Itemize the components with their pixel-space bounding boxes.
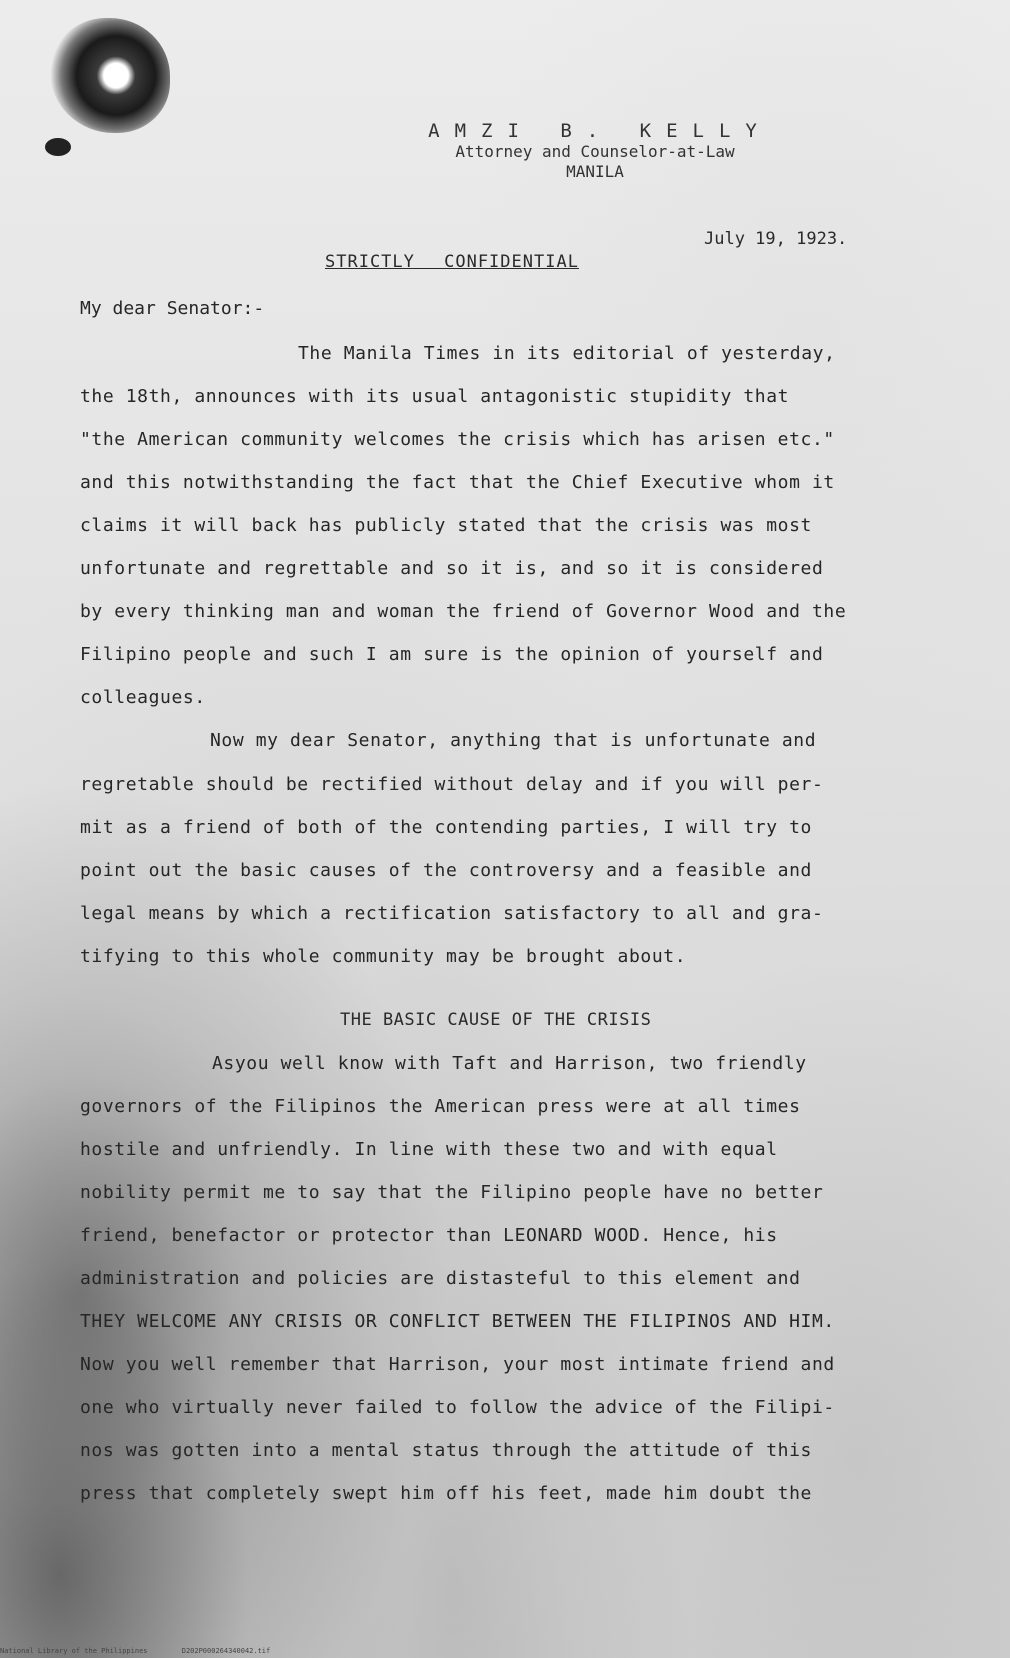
paragraph-line: tifying to this whole community may be brought about. (80, 946, 687, 967)
paragraph-line: colleagues. (80, 687, 206, 708)
paragraph-line: the 18th, announces with its usual antagonistic stupidity that (80, 386, 790, 407)
paragraph-line: governors of the Filipinos the American press were at all times (80, 1096, 801, 1117)
paragraph-line: unfortunate and regrettable and so it is, and so it is considered (80, 558, 824, 579)
confidential-heading: STRICTLY CONFIDENTIAL (325, 252, 579, 272)
paragraph-line: Now my dear Senator, anything that is unfortunate and (210, 730, 817, 751)
paragraph-line: regretable should be rectified without delay and if you will per- (80, 774, 824, 795)
footer-file: D202P000264340042.tif (181, 1647, 271, 1655)
letterhead (0, 120, 1010, 182)
paragraph-line: and this notwithstanding the fact that the Chief Executive whom it (80, 472, 835, 493)
paragraph-line: THEY WELCOME ANY CRISIS OR CONFLICT BETWEEN THE FILIPINOS AND HIM. (80, 1311, 835, 1332)
paragraph-line: one who virtually never failed to follow the advice of the Filipi- (80, 1397, 835, 1418)
paragraph-line: nobility permit me to say that the Filipino people have no better (80, 1182, 824, 1203)
paragraph-line: mit as a friend of both of the contending parties, I will try to (80, 817, 812, 838)
section-heading: THE BASIC CAUSE OF THE CRISIS (340, 1010, 652, 1030)
paragraph-line: Now you well remember that Harrison, your most intimate friend and (80, 1354, 835, 1375)
paragraph-line: administration and policies are distasteful to this element and (80, 1268, 801, 1289)
letterhead-city: MANILA (566, 162, 624, 181)
letterhead-name: AMZI B. KELLY (428, 120, 772, 142)
paragraph-line: Asyou well know with Taft and Harrison, two friendly (212, 1053, 807, 1074)
scan-footer (0, 1647, 300, 1655)
paragraph-line: The Manila Times in its editorial of yesterday, (298, 343, 836, 364)
ink-blot-decoration (50, 18, 170, 133)
paragraph-line: by every thinking man and woman the friend of Governor Wood and the (80, 601, 847, 622)
footer-library: National Library of the Philippines (0, 1647, 148, 1655)
salutation: My dear Senator:- (80, 298, 265, 319)
paragraph-line: "the American community welcomes the crisis which has arisen etc." (80, 429, 835, 450)
letter-date: July 19, 1923. (704, 229, 848, 249)
paragraph-line: friend, benefactor or protector than LEONARD WOOD. Hence, his (80, 1225, 778, 1246)
paragraph-line: claims it will back has publicly stated that the crisis was most (80, 515, 812, 536)
paragraph-line: legal means by which a rectification satisfactory to all and gra- (80, 903, 824, 924)
paragraph-line: hostile and unfriendly. In line with these two and with equal (80, 1139, 778, 1160)
paragraph-line: Filipino people and such I am sure is the opinion of yourself and (80, 644, 824, 665)
paragraph-line: nos was gotten into a mental status through the attitude of this (80, 1440, 812, 1461)
letterhead-title: Attorney and Counselor-at-Law (455, 142, 735, 161)
paragraph-line: point out the basic causes of the controversy and a feasible and (80, 860, 812, 881)
paragraph-line: press that completely swept him off his feet, made him doubt the (80, 1483, 812, 1504)
